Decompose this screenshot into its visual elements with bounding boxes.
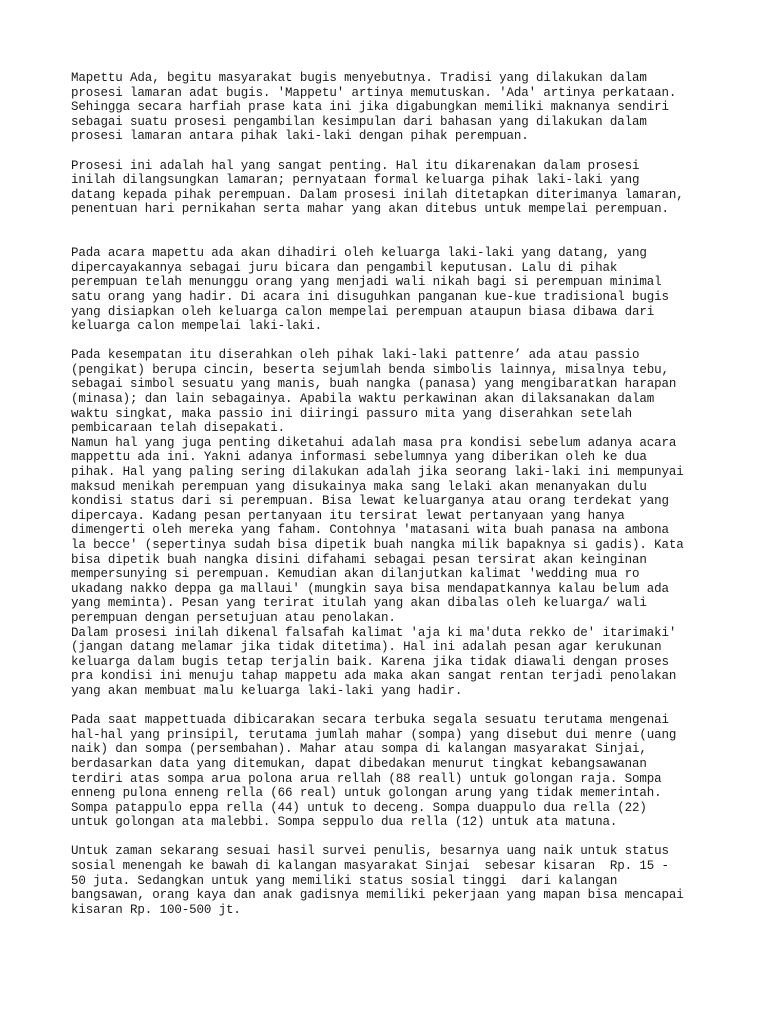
paragraph-1 [71,71,711,144]
text-line: Dalam prosesi inilah dikenal falsafah kalimat 'aja ki ma'duta rekko de' itarimaki' [71,625,677,640]
text-line: (pengikat) berupa cincin, beserta sejumlah benda simbolis lainnya, misalnya tebu, [71,362,669,377]
text-line: keluarga calon mempelai laki-laki. [71,319,322,334]
text-line: sebagai suatu prosesi pengambilan kesimpulan dari bahasan yang dilakukan dalam [71,114,647,129]
text-line: prosesi lamaran adat bugis. 'Mappetu' artinya memutuskan. 'Ada' artinya perkataan. [71,85,677,100]
text-line: (minasa); dan lain sebagainya. Apabila waktu perkawinan akan dilaksanakan dalam [71,392,655,407]
text-line: ukadang nakko deppa ga mallaui' (mungkin saya bisa mendapatkannya kalau belum ada [71,581,669,596]
text-line: Sompa patappulo eppa rella (44) untuk to deceng. Sompa duappulo dua rella (22) [71,800,647,815]
text-line: kondisi status dari si perempuan. Bisa lewat keluarganya atau orang terdekat yang [71,494,669,509]
text-line: (jangan datang melamar jika tidak ditetima). Hal ini adalah pesan agar kerukunan [71,640,662,655]
paragraph-5 [71,713,711,830]
text-line: perempuan dengan persetujuan atau penolakan. [71,610,396,625]
paragraph-3 [71,246,711,334]
text-line: Pada kesempatan itu diserahkan oleh pihak laki-laki pattenre’ ada atau passio [71,348,640,363]
text-line: yang meminta). Pesan yang terirat itulah yang akan dibalas oleh keluarga/ wali [71,596,647,611]
paragraph-spacer [71,830,711,845]
text-line: dipercaya. Kadang pesan pertanyaan itu tersirat lewat pertanyaan yang hanya [71,508,625,523]
text-line: pihak. Hal yang paling sering dilakukan adalah jika seorang laki-laki ini mempunyai [71,465,684,480]
text-line: maksud menikah perempuan yang disukainya maka sang lelaki akan menanyakan dulu [71,479,647,494]
text-line: pra kondisi ini menuju tahap mappetu ada maka akan sangat rentan terjadi penolakan [71,669,677,684]
text-line: Sehingga secara harfiah prase kata ini jika digabungkan memiliki maknanya sendiri [71,100,669,115]
text-line: bisa dipetik buah nangka disini difahami sebagai pesan tersirat akan keinginan [71,552,647,567]
paragraph-spacer [71,334,711,349]
text-line: pembicaraan telah disepakati. [71,421,286,436]
text-line: Mapettu Ada, begitu masyarakat bugis menyebutnya. Tradisi yang dilakukan dalam [71,71,647,85]
text-line: inilah dilangsungkan lamaran; pernyataan formal keluarga pihak laki-laki yang [71,173,640,188]
text-line: Pada acara mapettu ada akan dihadiri oleh keluarga laki-laki yang datang, yang [71,246,647,261]
text-line: Namun hal yang juga penting diketahui adalah masa pra kondisi sebelum adanya acara [71,435,677,450]
text-line: datang kepada pihak perempuan. Dalam prosesi inilah ditetapkan diterimanya lamaran, [71,187,684,202]
text-line: dimengerti oleh mereka yang faham. Contohnya 'matasani wita buah panasa na ambona [71,523,669,538]
text-line: hal-hal yang prinsipil, terutama jumlah mahar (sompa) yang disebut dui menre (uang [71,727,677,742]
text-line: 50 juta. Sedangkan untuk yang memiliki status sosial tinggi dari kalangan [71,873,618,888]
text-line: prosesi lamaran antara pihak laki-laki dengan pihak perempuan. [71,129,529,144]
text-line: sosial menengah ke bawah di kalangan masyarakat Sinjai sebesar kisaran Rp. 15 - [71,859,669,874]
text-line: la becce' (sepertinya sudah bisa dipetik buah nangka milik bapaknya si gadis). Kata [71,538,684,552]
paragraph-spacer [71,217,711,246]
text-line: perempuan telah menunggu orang yang menjadi wali nikah bagi si perempuan minimal [71,275,662,290]
text-line: yang akan membuat malu keluarga laki-laki yang hadir. [71,683,463,698]
text-line: penentuan hari pernikahan serta mahar yang akan ditebus untuk mempelai perempuan. [71,202,669,217]
text-line: naik) dan sompa (persembahan). Mahar atau sompa di kalangan masyarakat Sinjai, [71,742,647,757]
text-line: untuk golongan ata malebbi. Sompa seppulo dua rella (12) untuk ata matuna. [71,815,618,830]
text-line: Prosesi ini adalah hal yang sangat penting. Hal itu dikarenakan dalam prosesi [71,158,640,173]
text-line: Untuk zaman sekarang sesuai hasil survei penulis, besarnya uang naik untuk status [71,844,669,859]
text-line: satu orang yang hadir. Di acara ini disuguhkan panganan kue-kue tradisional bugis [71,289,669,304]
text-line: yang disiapkan oleh keluarga calon mempelai perempuan ataupun biasa dibawa dari [71,304,655,319]
text-line: mappettu ada ini. Yakni adanya informasi sebelumnya yang diberikan oleh ke dua [71,450,647,465]
text-line: sebagai simbol sesuatu yang manis, buah nangka (panasa) yang mengibaratkan harapan [71,377,677,392]
text-line: terdiri atas sompa arua polona arua rellah (88 reall) untuk golongan raja. Sompa [71,771,662,786]
text-line: berdasarkan data yang ditemukan, dapat dibedakan menurut tingkat kebangsawanan [71,756,647,771]
text-line: bangsawan, orang kaya dan anak gadisnya memiliki pekerjaan yang mapan bisa mencapai [71,888,684,903]
text-line: mempersunying si perempuan. Kemudian akan dilanjutkan kalimat 'wedding mua ro [71,567,640,582]
paragraph-spacer [71,144,711,159]
paragraph-2 [71,159,711,217]
document-page [71,71,711,917]
paragraph-6 [71,844,711,917]
text-line: kisaran Rp. 100-500 jt. [71,902,241,917]
paragraph-spacer [71,699,711,714]
text-line: dipercayakannya sebagai juru bicara dan pengambil keputusan. Lalu di pihak [71,260,618,275]
text-line: keluarga dalam bugis tetap terjalin baik. Karena jika tidak diawali dengan proses [71,654,669,669]
text-line: waktu singkat, maka passio ini diiringi passuro mita yang diserahkan setelah [71,406,632,421]
paragraph-4 [71,348,711,698]
text-line: enneng pulona enneng rella (66 real) untuk golongan arung yang tidak memerintah. [71,786,662,801]
text-line: Pada saat mappettuada dibicarakan secara terbuka segala sesuatu terutama mengenai [71,713,669,728]
